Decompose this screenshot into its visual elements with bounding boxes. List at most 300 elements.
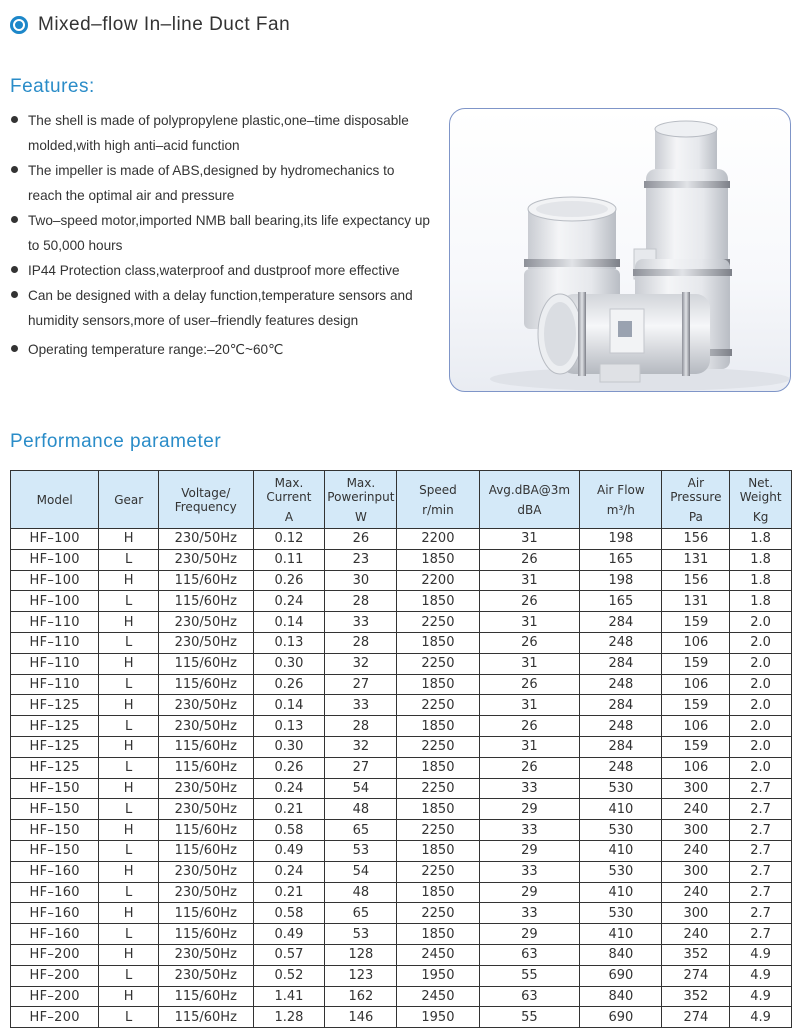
table-cell: 352 (662, 986, 730, 1007)
table-row (11, 986, 792, 1007)
table-cell: 1850 (397, 840, 479, 861)
table-cell: 53 (325, 840, 397, 861)
table-cell: 410 (580, 924, 662, 945)
table-cell: HF–200 (11, 986, 99, 1007)
table-row (11, 570, 792, 591)
column-header-label: Max. Powerinput (327, 475, 395, 504)
table-cell: 198 (580, 570, 662, 591)
table-cell: 28 (325, 716, 397, 737)
table-cell: L (99, 674, 159, 695)
table-cell: 4.9 (730, 986, 792, 1007)
table-cell: 2.7 (730, 799, 792, 820)
column-header-label: Gear (114, 492, 144, 507)
table-cell: 26 (479, 757, 580, 778)
table-cell: 28 (325, 591, 397, 612)
table-cell: 2.0 (730, 695, 792, 716)
table-cell: HF–200 (11, 1007, 99, 1028)
table-cell: 33 (325, 695, 397, 716)
column-header-label: Voltage/ Frequency (174, 485, 237, 514)
table-cell: 0.12 (253, 529, 325, 550)
table-cell: 1.8 (730, 570, 792, 591)
table-cell: HF–150 (11, 840, 99, 861)
column-header-unit: A (284, 509, 294, 524)
table-cell: HF–100 (11, 591, 99, 612)
column-header-label: Air Flow (597, 482, 645, 497)
table-cell: L (99, 840, 159, 861)
table-row (11, 861, 792, 882)
table-cell: 410 (580, 799, 662, 820)
column-header-unit: r/min (422, 502, 454, 517)
table-cell: 115/60Hz (158, 736, 253, 757)
features-heading: Features: (10, 76, 95, 97)
table-cell: 1.8 (730, 591, 792, 612)
column-header (397, 471, 479, 529)
table-cell: 0.14 (253, 695, 325, 716)
table-cell: 248 (580, 716, 662, 737)
table-row (11, 632, 792, 653)
table-cell: 2.7 (730, 820, 792, 841)
table-cell: 162 (325, 986, 397, 1007)
table-cell: 115/60Hz (158, 1007, 253, 1028)
table-cell: 840 (580, 986, 662, 1007)
table-cell: 352 (662, 944, 730, 965)
table-cell: 2.7 (730, 924, 792, 945)
table-cell: 55 (479, 965, 580, 986)
table-cell: 48 (325, 799, 397, 820)
table-cell: 106 (662, 632, 730, 653)
table-cell: 115/60Hz (158, 757, 253, 778)
table-cell: 2.7 (730, 903, 792, 924)
table-cell: 33 (479, 903, 580, 924)
table-cell: HF–160 (11, 882, 99, 903)
feature-item: IP44 Protection class,waterproof and dustproof more effective (10, 258, 430, 283)
feature-item: The impeller is made of ABS,designed by hydromechanics to reach the optimal air and pressure (10, 158, 430, 208)
table-cell: 33 (479, 778, 580, 799)
column-header (580, 471, 662, 529)
table-cell: 248 (580, 674, 662, 695)
duct-fans-illustration (450, 109, 790, 391)
table-cell: 54 (325, 861, 397, 882)
table-cell: 0.24 (253, 861, 325, 882)
table-cell: 115/60Hz (158, 591, 253, 612)
table-cell: 2.0 (730, 736, 792, 757)
table-cell: 1.8 (730, 529, 792, 550)
table-cell: 2.7 (730, 861, 792, 882)
table-cell: 690 (580, 965, 662, 986)
table-cell: 26 (479, 674, 580, 695)
table-cell: 128 (325, 944, 397, 965)
table-cell: 1850 (397, 549, 479, 570)
table-cell: 2.7 (730, 778, 792, 799)
table-cell: 240 (662, 882, 730, 903)
table-cell: H (99, 612, 159, 633)
table-cell: HF–160 (11, 924, 99, 945)
table-cell: 0.24 (253, 591, 325, 612)
table-cell: 0.24 (253, 778, 325, 799)
table-cell: H (99, 653, 159, 674)
table-cell: 230/50Hz (158, 549, 253, 570)
table-cell: 2.0 (730, 632, 792, 653)
table-cell: 300 (662, 861, 730, 882)
table-row (11, 653, 792, 674)
table-row (11, 924, 792, 945)
table-row (11, 549, 792, 570)
table-row (11, 820, 792, 841)
feature-item: The shell is made of polypropylene plastic,one–time disposable molded,with high anti–acid function (10, 108, 430, 158)
table-cell: 240 (662, 840, 730, 861)
table-cell: 0.58 (253, 820, 325, 841)
table-cell: H (99, 695, 159, 716)
table-cell: 230/50Hz (158, 861, 253, 882)
table-cell: H (99, 944, 159, 965)
table-cell: 410 (580, 840, 662, 861)
column-header-label: Net. Weight (739, 475, 782, 504)
circle-bullet-icon (10, 16, 28, 34)
table-cell: 284 (580, 695, 662, 716)
table-cell: L (99, 924, 159, 945)
table-cell: 4.9 (730, 965, 792, 986)
column-header (11, 471, 99, 529)
table-cell: 0.49 (253, 924, 325, 945)
column-header-label: Max. Current (266, 475, 312, 504)
table-cell: H (99, 736, 159, 757)
table-cell: 2450 (397, 986, 479, 1007)
table-cell: 115/60Hz (158, 986, 253, 1007)
table-cell: H (99, 570, 159, 591)
table-cell: 31 (479, 612, 580, 633)
table-cell: 2450 (397, 944, 479, 965)
table-cell: 1950 (397, 965, 479, 986)
table-cell: 300 (662, 778, 730, 799)
column-header (99, 471, 159, 529)
performance-heading: Performance parameter (10, 431, 222, 452)
table-cell: 1.41 (253, 986, 325, 1007)
table-cell: 106 (662, 757, 730, 778)
table-cell: 284 (580, 653, 662, 674)
table-cell: H (99, 529, 159, 550)
table-cell: 30 (325, 570, 397, 591)
table-cell: L (99, 965, 159, 986)
table-cell: 230/50Hz (158, 612, 253, 633)
table-cell: 2250 (397, 653, 479, 674)
table-cell: 0.21 (253, 799, 325, 820)
table-cell: H (99, 986, 159, 1007)
table-cell: 230/50Hz (158, 965, 253, 986)
table-row (11, 1007, 792, 1028)
table-cell: 530 (580, 778, 662, 799)
table-cell: 26 (479, 716, 580, 737)
table-cell: 0.30 (253, 653, 325, 674)
table-cell: 0.30 (253, 736, 325, 757)
table-cell: 2250 (397, 778, 479, 799)
table-cell: 284 (580, 736, 662, 757)
features-list (10, 108, 430, 362)
table-cell: 1850 (397, 674, 479, 695)
table-cell: 115/60Hz (158, 924, 253, 945)
table-cell: 115/60Hz (158, 840, 253, 861)
table-body (11, 529, 792, 1028)
table-cell: 248 (580, 757, 662, 778)
table-cell: 1850 (397, 591, 479, 612)
column-header-unit: Kg (752, 509, 769, 524)
table-cell: 115/60Hz (158, 820, 253, 841)
table-cell: 48 (325, 882, 397, 903)
table-header (11, 471, 792, 529)
table-cell: 230/50Hz (158, 529, 253, 550)
table-cell: 1850 (397, 757, 479, 778)
table-cell: H (99, 903, 159, 924)
table-cell: 274 (662, 1007, 730, 1028)
table-cell: 274 (662, 965, 730, 986)
table-row (11, 529, 792, 550)
column-header (253, 471, 325, 529)
table-cell: 26 (479, 549, 580, 570)
table-cell: 106 (662, 674, 730, 695)
table-cell: 0.11 (253, 549, 325, 570)
table-cell: 27 (325, 757, 397, 778)
table-cell: 159 (662, 695, 730, 716)
table-cell: L (99, 716, 159, 737)
table-row (11, 674, 792, 695)
table-cell: HF–100 (11, 549, 99, 570)
table-cell: 123 (325, 965, 397, 986)
table-cell: 115/60Hz (158, 570, 253, 591)
table-cell: HF–110 (11, 612, 99, 633)
page-title: Mixed–flow In–line Duct Fan (38, 14, 291, 35)
column-header-label: Avg.dBA@3m (488, 482, 571, 497)
column-header (158, 471, 253, 529)
table-cell: 0.58 (253, 903, 325, 924)
table-cell: 230/50Hz (158, 799, 253, 820)
table-row (11, 716, 792, 737)
table-cell: HF–125 (11, 695, 99, 716)
table-cell: 2.0 (730, 757, 792, 778)
table-cell: 230/50Hz (158, 632, 253, 653)
table-cell: 32 (325, 736, 397, 757)
table-cell: 1950 (397, 1007, 479, 1028)
table-cell: 156 (662, 570, 730, 591)
table-cell: 165 (580, 549, 662, 570)
table-cell: 230/50Hz (158, 695, 253, 716)
column-header (730, 471, 792, 529)
table-row (11, 799, 792, 820)
table-cell: 26 (479, 591, 580, 612)
table-cell: 2.7 (730, 840, 792, 861)
product-photo (449, 108, 791, 392)
table-cell: 0.21 (253, 882, 325, 903)
table-cell: 230/50Hz (158, 944, 253, 965)
table-cell: 54 (325, 778, 397, 799)
page-header (10, 14, 290, 36)
table-row (11, 612, 792, 633)
table-cell: 29 (479, 924, 580, 945)
table-cell: 131 (662, 549, 730, 570)
table-cell: 2.0 (730, 612, 792, 633)
table-cell: 2200 (397, 570, 479, 591)
table-cell: 1850 (397, 924, 479, 945)
table-cell: 230/50Hz (158, 882, 253, 903)
table-cell: 2.7 (730, 882, 792, 903)
column-header-label: Model (36, 492, 73, 507)
table-row (11, 757, 792, 778)
table-cell: 240 (662, 924, 730, 945)
table-cell: 63 (479, 986, 580, 1007)
feature-item: Can be designed with a delay function,temperature sensors and humidity sensors,more of user–friendly features design (10, 283, 430, 333)
table-cell: 165 (580, 591, 662, 612)
table-row (11, 882, 792, 903)
feature-item: Two–speed motor,imported NMB ball bearing,its life expectancy up to 50,000 hours (10, 208, 430, 258)
table-cell: 0.13 (253, 716, 325, 737)
table-cell: HF–125 (11, 757, 99, 778)
column-header (325, 471, 397, 529)
table-cell: HF–150 (11, 778, 99, 799)
table-cell: HF–100 (11, 570, 99, 591)
table-cell: HF–110 (11, 674, 99, 695)
table-cell: H (99, 861, 159, 882)
column-header (479, 471, 580, 529)
table-cell: 29 (479, 840, 580, 861)
table-row (11, 840, 792, 861)
table-cell: 65 (325, 903, 397, 924)
table-cell: 0.26 (253, 570, 325, 591)
table-cell: HF–160 (11, 861, 99, 882)
table-cell: 32 (325, 653, 397, 674)
table-cell: 26 (325, 529, 397, 550)
table-cell: 0.52 (253, 965, 325, 986)
column-header (662, 471, 730, 529)
table-cell: 2250 (397, 820, 479, 841)
table-cell: 115/60Hz (158, 674, 253, 695)
table-cell: 0.13 (253, 632, 325, 653)
table-row (11, 944, 792, 965)
table-cell: 33 (479, 861, 580, 882)
table-cell: 2250 (397, 612, 479, 633)
table-cell: 4.9 (730, 1007, 792, 1028)
table-cell: 131 (662, 591, 730, 612)
table-cell: HF–200 (11, 944, 99, 965)
table-cell: HF–125 (11, 736, 99, 757)
table-cell: 0.49 (253, 840, 325, 861)
table-cell: L (99, 632, 159, 653)
table-cell: 31 (479, 736, 580, 757)
table-cell: HF–200 (11, 965, 99, 986)
column-header-unit: Pa (688, 509, 703, 524)
table-cell: 2250 (397, 695, 479, 716)
table-cell: 840 (580, 944, 662, 965)
table-cell: L (99, 591, 159, 612)
table-cell: 2200 (397, 529, 479, 550)
table-row (11, 965, 792, 986)
table-cell: 159 (662, 612, 730, 633)
table-cell: 2.0 (730, 716, 792, 737)
table-cell: 115/60Hz (158, 653, 253, 674)
table-cell: 1.8 (730, 549, 792, 570)
table-cell: 55 (479, 1007, 580, 1028)
table-cell: 65 (325, 820, 397, 841)
table-cell: 28 (325, 632, 397, 653)
table-cell: 690 (580, 1007, 662, 1028)
table-cell: 1850 (397, 882, 479, 903)
table-cell: 2250 (397, 903, 479, 924)
table-cell: L (99, 882, 159, 903)
table-cell: 530 (580, 820, 662, 841)
table-cell: 2250 (397, 861, 479, 882)
table-cell: 198 (580, 529, 662, 550)
table-cell: H (99, 778, 159, 799)
feature-item: Operating temperature range:–20℃~60℃ (10, 337, 430, 362)
table-cell: 2.0 (730, 674, 792, 695)
table-cell: 1850 (397, 716, 479, 737)
table-cell: 0.57 (253, 944, 325, 965)
table-cell: 300 (662, 820, 730, 841)
table-cell: 0.14 (253, 612, 325, 633)
table-cell: 530 (580, 861, 662, 882)
table-row (11, 736, 792, 757)
table-cell: 230/50Hz (158, 716, 253, 737)
table-cell: HF–160 (11, 903, 99, 924)
table-cell: 31 (479, 695, 580, 716)
table-cell: 33 (479, 820, 580, 841)
table-cell: H (99, 820, 159, 841)
table-cell: HF–110 (11, 653, 99, 674)
table-cell: 31 (479, 529, 580, 550)
table-cell: 4.9 (730, 944, 792, 965)
table-cell: 240 (662, 799, 730, 820)
table-cell: L (99, 757, 159, 778)
table-cell: 27 (325, 674, 397, 695)
column-header-unit: dBA (517, 502, 542, 517)
table-cell: 106 (662, 716, 730, 737)
table-cell: 248 (580, 632, 662, 653)
table-cell: 115/60Hz (158, 903, 253, 924)
table-cell: HF–110 (11, 632, 99, 653)
table-cell: HF–150 (11, 799, 99, 820)
table-cell: 31 (479, 570, 580, 591)
table-cell: 300 (662, 903, 730, 924)
table-cell: 1850 (397, 632, 479, 653)
table-cell: 1850 (397, 799, 479, 820)
table-cell: 1.28 (253, 1007, 325, 1028)
performance-table (10, 470, 792, 1028)
table-row (11, 903, 792, 924)
table-cell: HF–125 (11, 716, 99, 737)
table-cell: 2.0 (730, 653, 792, 674)
table-cell: HF–100 (11, 529, 99, 550)
table-cell: 146 (325, 1007, 397, 1028)
table-cell: 53 (325, 924, 397, 945)
table-cell: 29 (479, 799, 580, 820)
table-cell: 31 (479, 653, 580, 674)
table-cell: 159 (662, 736, 730, 757)
table-cell: 26 (479, 632, 580, 653)
table-cell: L (99, 1007, 159, 1028)
table-cell: 159 (662, 653, 730, 674)
table-cell: 156 (662, 529, 730, 550)
table-cell: 0.26 (253, 674, 325, 695)
table-cell: 63 (479, 944, 580, 965)
table-cell: 23 (325, 549, 397, 570)
column-header-label: Speed (419, 482, 457, 497)
table-cell: 2250 (397, 736, 479, 757)
table-cell: 33 (325, 612, 397, 633)
table-row (11, 778, 792, 799)
table-cell: 230/50Hz (158, 778, 253, 799)
table-cell: 29 (479, 882, 580, 903)
table-cell: HF–150 (11, 820, 99, 841)
table-cell: 410 (580, 882, 662, 903)
column-header-unit: W (354, 509, 367, 524)
table-row (11, 695, 792, 716)
